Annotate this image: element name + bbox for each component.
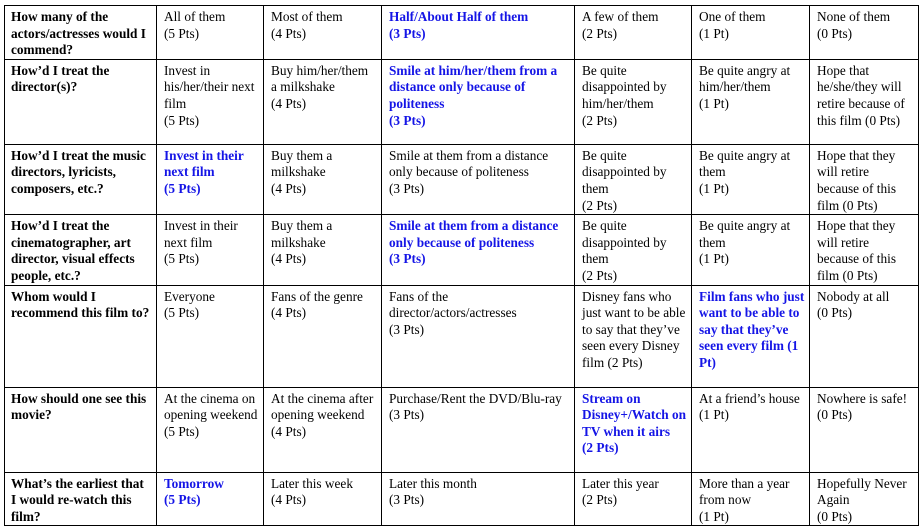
option-text: Later this week xyxy=(271,475,353,491)
option-cell xyxy=(810,472,919,526)
option-points: (0 Pts) xyxy=(817,25,853,41)
option-text: Nowhere is safe! (0 Pts) xyxy=(817,390,908,423)
option-cell xyxy=(810,6,919,60)
option-cell xyxy=(692,472,810,526)
option-points: (0 Pts) xyxy=(817,305,853,321)
option-cell xyxy=(157,6,264,60)
option-points: (1 Pt) xyxy=(699,25,729,41)
option-text: Tomorrow xyxy=(164,475,224,491)
rating-rubric-table xyxy=(4,5,919,526)
option-points: (1 Pt) xyxy=(699,251,729,267)
option-points: (3 Pts) xyxy=(389,321,425,337)
option-text: At a friend’s house xyxy=(699,390,800,406)
option-points: (2 Pts) xyxy=(582,197,618,213)
option-points: (4 Pts) xyxy=(271,25,307,41)
option-text: Buy him/her/them a milkshake xyxy=(271,62,369,95)
option-cell xyxy=(382,144,575,214)
option-cell xyxy=(382,285,575,387)
option-cell xyxy=(157,144,264,214)
option-text: Buy them a milkshake xyxy=(271,147,333,180)
option-text: Invest in their next film xyxy=(164,218,238,250)
table-row xyxy=(5,215,919,285)
option-cell xyxy=(575,472,692,526)
option-points: (1 Pt) xyxy=(699,407,729,423)
option-cell xyxy=(157,59,264,144)
table-row xyxy=(5,6,919,60)
option-text: None of them xyxy=(817,9,891,24)
option-text: Film fans who just want to be able to say that they’ve seen every film (1 Pt) xyxy=(699,288,805,370)
option-points: (1 Pt) xyxy=(699,508,729,524)
option-text: Hopefully Never Again xyxy=(817,475,907,508)
table-row xyxy=(5,285,919,387)
option-points: (4 Pts) xyxy=(271,305,307,321)
option-cell xyxy=(382,472,575,526)
question-cell: How’d I treat the music directors, lyricists, composers, etc.? xyxy=(5,144,157,214)
option-points: (4 Pts) xyxy=(271,95,307,111)
option-text: Be quite angry at them xyxy=(699,218,791,250)
option-points: (5 Pts) xyxy=(164,423,200,439)
option-cell xyxy=(810,215,919,285)
option-cell xyxy=(382,215,575,285)
table-row xyxy=(5,387,919,472)
option-points: (3 Pts) xyxy=(389,180,425,196)
option-points: (3 Pts) xyxy=(389,251,426,267)
option-cell xyxy=(810,59,919,144)
option-points: (2 Pts) xyxy=(582,267,618,283)
option-points: (5 Pts) xyxy=(164,112,200,128)
option-text: One of them xyxy=(699,9,766,24)
option-text: Most of them xyxy=(271,9,343,24)
option-text: Be quite angry at him/her/them xyxy=(699,62,791,95)
option-points: (2 Pts) xyxy=(582,112,618,128)
option-cell xyxy=(692,144,810,214)
option-text: Nobody at all xyxy=(817,288,890,304)
option-text: Disney fans who just want to be able to say that they’ve seen every Disney film (2 Pts) xyxy=(582,288,686,370)
option-text: Smile at him/her/them from a distance only because of politeness xyxy=(389,62,558,111)
option-cell xyxy=(382,59,575,144)
option-cell xyxy=(382,6,575,60)
option-points: (5 Pts) xyxy=(164,492,201,508)
option-cell xyxy=(692,285,810,387)
question-cell: How’d I treat the cinematographer, art director, visual effects people, etc.? xyxy=(5,215,157,285)
option-points: (5 Pts) xyxy=(164,251,200,267)
table-row xyxy=(5,472,919,526)
option-text: Hope that they will retire because of this film (0 Pts) xyxy=(817,147,897,213)
option-text: Be quite disappointed by them xyxy=(582,218,667,267)
option-points: (1 Pt) xyxy=(699,180,729,196)
option-cell xyxy=(692,6,810,60)
option-text: Stream on Disney+/Watch on TV when it airs xyxy=(582,390,686,439)
option-points: (1 Pt) xyxy=(699,95,729,111)
option-text: All of them xyxy=(164,9,226,24)
option-cell xyxy=(264,215,382,285)
option-text: Later this month xyxy=(389,475,477,491)
question-cell: How many of the actors/actresses would I commend? xyxy=(5,6,157,60)
option-cell xyxy=(157,387,264,472)
option-text: Be quite disappointed by him/her/them xyxy=(582,62,667,111)
question-cell: Whom would I recommend this film to? xyxy=(5,285,157,387)
option-cell xyxy=(810,387,919,472)
option-text: Purchase/Rent the DVD/Blu-ray xyxy=(389,390,562,406)
option-points: (4 Pts) xyxy=(271,423,307,439)
option-text: At the cinema after opening weekend xyxy=(271,390,374,423)
option-text: At the cinema on opening weekend xyxy=(164,390,258,423)
option-text: Smile at them from a distance only because of politeness xyxy=(389,218,559,250)
option-points: (4 Pts) xyxy=(271,251,307,267)
option-text: Be quite disappointed by them xyxy=(582,147,667,196)
option-points: (3 Pts) xyxy=(389,492,425,508)
option-text: Hope that he/she/they will retire because of this film (0 Pts) xyxy=(817,62,905,128)
option-cell xyxy=(810,285,919,387)
option-cell xyxy=(575,59,692,144)
option-text: Be quite angry at them xyxy=(699,147,791,180)
option-cell xyxy=(157,472,264,526)
option-cell xyxy=(692,59,810,144)
option-points: (5 Pts) xyxy=(164,180,201,196)
option-text: Everyone xyxy=(164,288,215,304)
option-points: (3 Pts) xyxy=(389,407,425,423)
option-points: (0 Pts) xyxy=(817,508,853,524)
option-text: Hope that they will retire because of this film (0 Pts) xyxy=(817,218,897,283)
option-text: Buy them a milkshake xyxy=(271,218,333,250)
question-cell: How’d I treat the director(s)? xyxy=(5,59,157,144)
option-cell xyxy=(575,144,692,214)
option-cell xyxy=(575,6,692,60)
option-cell xyxy=(692,387,810,472)
option-text: Invest in his/her/their next film xyxy=(164,62,255,111)
option-points: (3 Pts) xyxy=(389,25,426,41)
question-cell: What’s the earliest that I would re-watch this film? xyxy=(5,472,157,526)
question-cell: How should one see this movie? xyxy=(5,387,157,472)
option-cell xyxy=(264,387,382,472)
option-cell xyxy=(575,215,692,285)
option-cell xyxy=(157,285,264,387)
option-cell xyxy=(810,144,919,214)
option-cell xyxy=(264,6,382,60)
option-cell xyxy=(575,387,692,472)
option-text: Fans of the genre xyxy=(271,288,363,304)
option-points: (2 Pts) xyxy=(582,492,618,508)
option-text: More than a year from now xyxy=(699,475,790,508)
option-cell xyxy=(264,285,382,387)
option-text: Smile at them from a distance only because of politeness xyxy=(389,147,549,180)
option-text: Fans of the director/actors/actresses xyxy=(389,288,517,321)
option-points: (2 Pts) xyxy=(582,440,619,456)
option-points: (3 Pts) xyxy=(389,112,426,128)
table-row xyxy=(5,144,919,214)
option-cell xyxy=(157,215,264,285)
option-points: (4 Pts) xyxy=(271,492,307,508)
option-cell xyxy=(264,59,382,144)
rubric-body xyxy=(5,6,919,526)
rubric-container xyxy=(4,5,919,526)
option-cell xyxy=(692,215,810,285)
option-text: Invest in their next film xyxy=(164,147,244,180)
option-text: Half/About Half of them xyxy=(389,9,529,24)
option-points: (5 Pts) xyxy=(164,25,200,41)
table-row xyxy=(5,59,919,144)
option-cell xyxy=(264,144,382,214)
option-cell xyxy=(382,387,575,472)
option-points: (5 Pts) xyxy=(164,305,200,321)
option-text: A few of them xyxy=(582,9,659,24)
option-text: Later this year xyxy=(582,475,659,491)
option-cell xyxy=(575,285,692,387)
option-cell xyxy=(264,472,382,526)
option-points: (4 Pts) xyxy=(271,180,307,196)
option-points: (2 Pts) xyxy=(582,25,618,41)
